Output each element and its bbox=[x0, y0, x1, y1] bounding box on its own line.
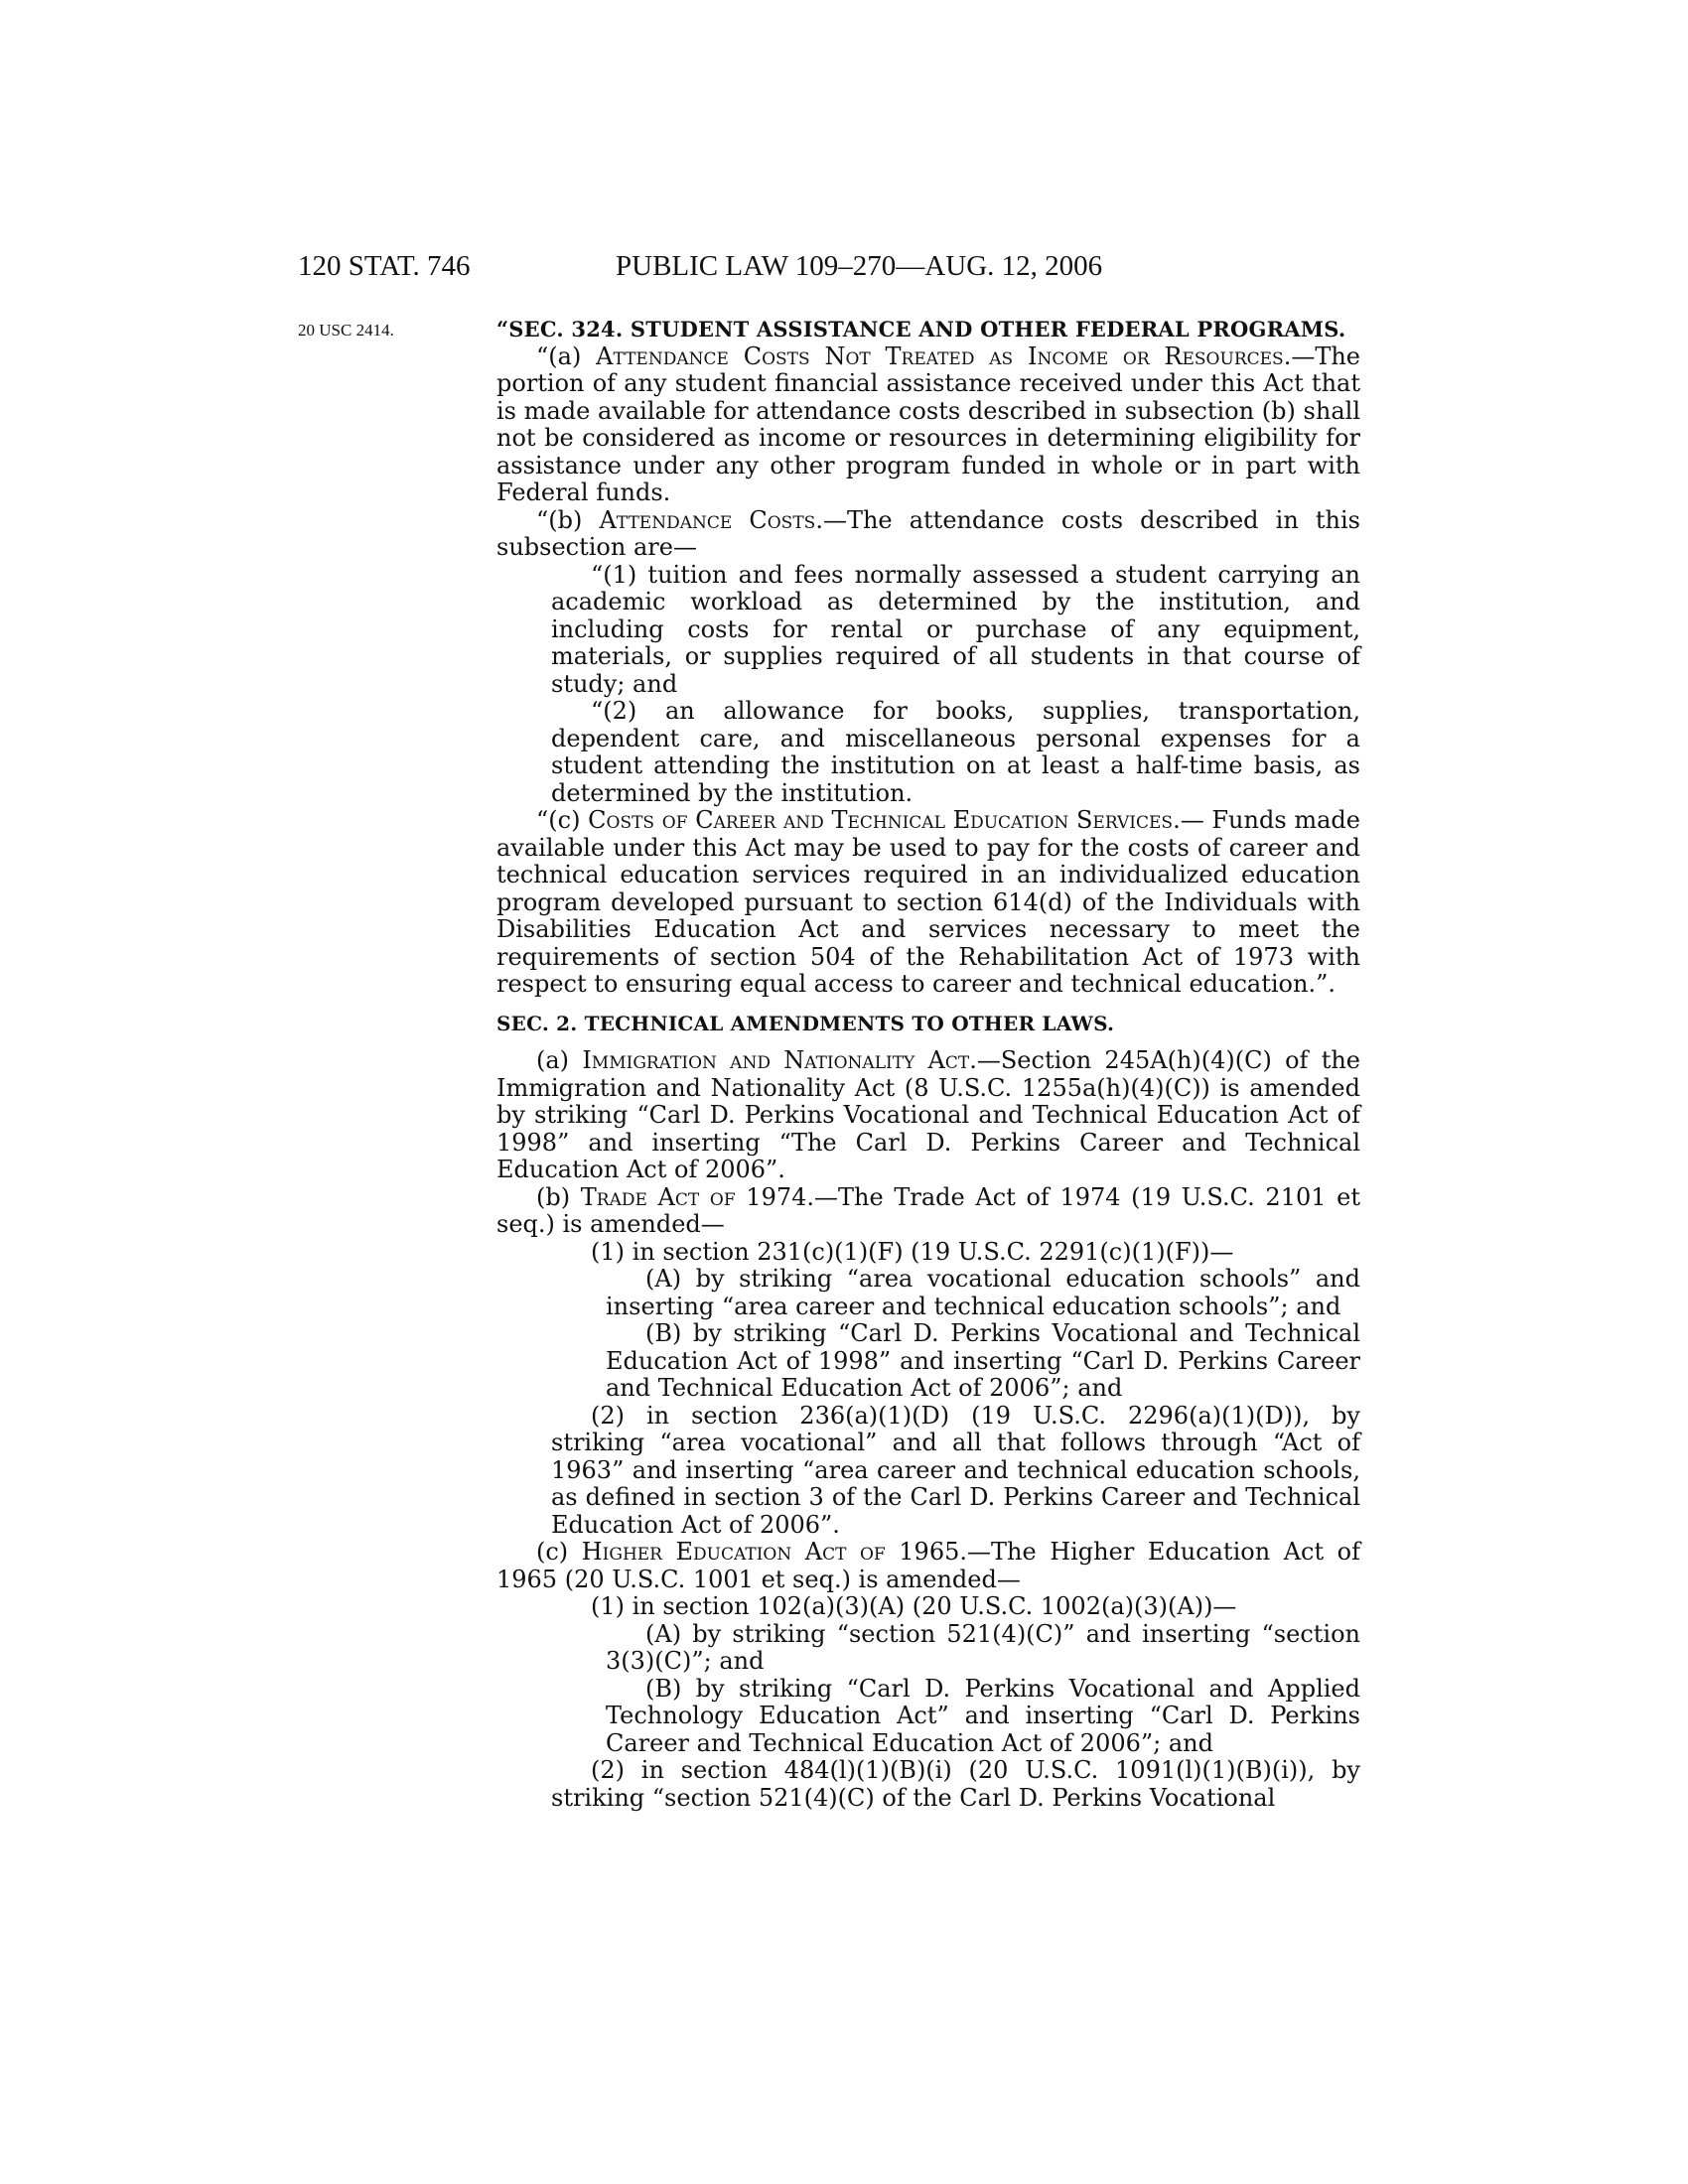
sec2-subparagraph-b1A: (A) by striking “area vocational education schools” and inserting “area career and technical education schools”; and bbox=[606, 1265, 1360, 1320]
sec2-paragraph-c2: (2) in section 484(l)(1)(B)(i) (20 U.S.C. 1091(l)(1)(B)(i)), by striking “section 521(4)(C) of the Carl D. Perkins Vocational bbox=[551, 1756, 1360, 1812]
sec2-subsection-a bbox=[496, 1047, 1360, 1184]
page-header bbox=[298, 250, 1390, 290]
sec2-subparagraph-c1A: (A) by striking “section 521(4)(C)” and inserting “section 3(3)(C)”; and bbox=[606, 1619, 1360, 1675]
document-body bbox=[496, 316, 1360, 1812]
paragraph-b2: “(2) an allowance for books, supplies, transportation, dependent care, and miscellaneous personal expenses for a student attending the institution on at least a half-time basis, as determined by the institution. bbox=[551, 697, 1360, 807]
subsection-c-label: “(c) bbox=[536, 806, 589, 834]
sec2-subsection-b-label: (b) bbox=[536, 1182, 581, 1211]
subsection-a bbox=[496, 343, 1360, 507]
sec2-subsection-a-label: (a) bbox=[536, 1046, 583, 1074]
sec2-paragraph-b1: (1) in section 231(c)(1)(F) (19 U.S.C. 2291(c)(1)(F))— bbox=[591, 1237, 1234, 1266]
sec2-subsection-c-label: (c) bbox=[536, 1538, 582, 1566]
subsection-b-label: “(b) bbox=[536, 505, 600, 534]
page-reference: 120 STAT. 746 bbox=[298, 250, 471, 282]
sec2-paragraph-b2: (2) in section 236(a)(1)(D) (19 U.S.C. 2296(a)(1)(D)), by striking “area vocational” and all that follows through “Act of 1963” and inserting “area career and technical education schools, as defined in section 3 of the Carl D. Perkins Career and Technical Education Act of 2006”. bbox=[551, 1401, 1360, 1539]
section-2-heading: SEC. 2. TECHNICAL AMENDMENTS TO OTHER LAWS. bbox=[496, 1011, 1115, 1035]
subsection-c bbox=[496, 807, 1360, 999]
sec2-subsection-b-heading: Trade Act of bbox=[580, 1182, 736, 1211]
subsection-b bbox=[496, 507, 1360, 562]
page-title: PUBLIC LAW 109–270—AUG. 12, 2006 bbox=[616, 250, 1103, 282]
sec2-subsection-a-text: —Section 245A(h)(4)(C) of the Immigration and Nationality Act (8 U.S.C. 1255a(h)(4)(C)) is amended by striking “Carl D. Perkins Vocational and Technical Education Act of 1998” and inserting “The Carl D. Perkins Career and Technical Education Act of 2006”. bbox=[496, 1046, 1361, 1183]
margin-citation: 20 USC 2414. bbox=[298, 321, 394, 340]
sec2-subsection-b-text: 1974.—The Trade Act of 1974 (19 U.S.C. 2101 et seq.) is amended— bbox=[496, 1182, 1361, 1238]
sec2-subparagraph-c1B: (B) by striking “Carl D. Perkins Vocational and Applied Technology Education Act” and inserting “Carl D. Perkins Career and Technical Education Act of 2006”; and bbox=[606, 1674, 1360, 1757]
sec2-subsection-a-heading: Immigration and Nationality Act. bbox=[582, 1046, 977, 1074]
sec2-subsection-c bbox=[496, 1539, 1360, 1593]
subsection-c-text: — Funds made available under this Act may be used to pay for the costs of career and technical education services required in an individualized education program developed pursuant to section 614(d) of the Individuals with Disabilities Education Act and services necessary to meet the requirements of section 504 of the Rehabilitation Act of 1973 with respect to ensuring equal access to career and technical education.”. bbox=[496, 806, 1360, 998]
sec2-paragraph-c1: (1) in section 102(a)(3)(A) (20 U.S.C. 1002(a)(3)(A))— bbox=[591, 1592, 1237, 1620]
sec2-subparagraph-b1B: (B) by striking “Carl D. Perkins Vocational and Technical Education Act of 1998” and inserting “Carl D. Perkins Career and Technical Education Act of 2006”; and bbox=[606, 1319, 1360, 1402]
sec2-subsection-c-heading: Higher Education Act of bbox=[581, 1538, 886, 1566]
subsection-a-heading: Attendance Costs Not Treated as Income or Resources. bbox=[596, 341, 1292, 370]
sec2-subsection-c-text: 1965.—The Higher Education Act of 1965 (20 U.S.C. 1001 et seq.) is amended— bbox=[496, 1538, 1361, 1593]
subsection-a-label: “(a) bbox=[536, 341, 597, 370]
section-324-heading: “SEC. 324. STUDENT ASSISTANCE AND OTHER FEDERAL PROGRAMS. bbox=[496, 317, 1346, 341]
subsection-a-text: —The portion of any student financial assistance received under this Act that is made available for attendance costs described in subsection (b) shall not be considered as income or resources in determining eligibility for assistance under any other program funded in whole or in part with Federal funds. bbox=[496, 341, 1360, 506]
subsection-b-heading: Attendance Costs. bbox=[599, 505, 823, 534]
sec2-subsection-b bbox=[496, 1184, 1360, 1239]
paragraph-b1: “(1) tuition and fees normally assessed a student carrying an academic workload as determined by the institution, and including costs for rental or purchase of any equipment, materials, or supplies required of all students in that course of study; and bbox=[551, 560, 1360, 698]
subsection-b-text: —The attendance costs described in this subsection are— bbox=[496, 505, 1360, 561]
subsection-c-heading: Costs of Career and Technical Education Services. bbox=[588, 806, 1181, 834]
